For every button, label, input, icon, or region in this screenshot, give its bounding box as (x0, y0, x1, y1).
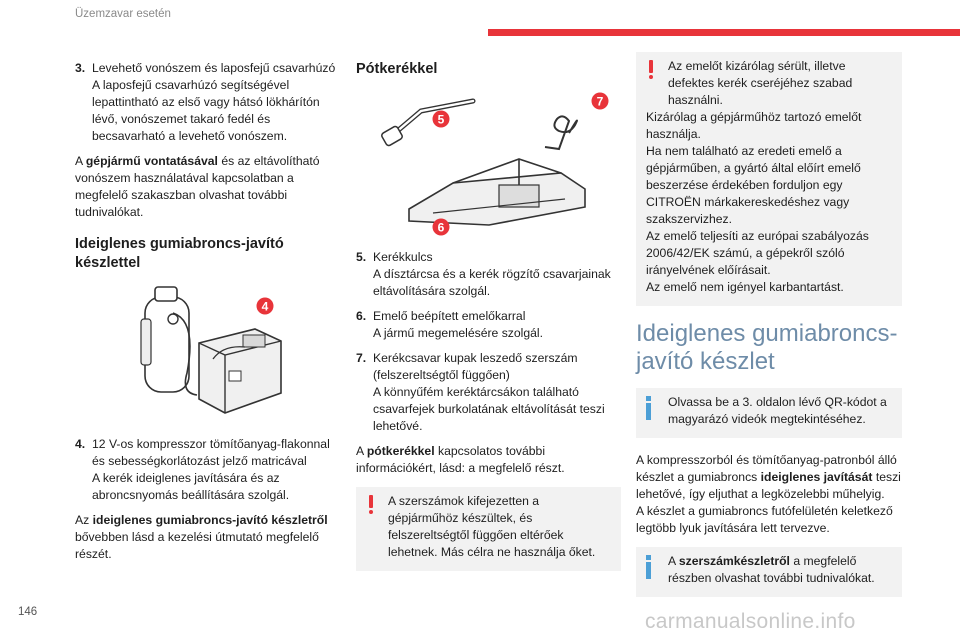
paragraph-kit-description: A kompresszorból és tömítőanyag-patronból álló készlet a gumiabroncs ideiglenes javítását teszi lehetővé, így eljuthat a legközelebbi műhelyig. A készlet a gumiabroncs futófelületén keletkező legtöbb lyuk javítására lett tervezve. (636, 453, 901, 535)
list-item-7: 7. Kerékcsavar kupak leszedő szerszám (felszereltségtől függően) A könnyűfém keréktárcsákon található csavarfejek burkolatának eltávolítását teszi lehetővé. (356, 351, 605, 433)
callout-5: 5 (437, 112, 444, 127)
section-header: Üzemzavar esetén (75, 8, 171, 20)
warning-icon (646, 60, 656, 80)
paragraph-repair-kit-ref: Az ideiglenes gumiabroncs-javító készletről bővebben lásd a kezelési útmutató megfelelő részét. (75, 513, 328, 561)
callout-6: 6 (437, 220, 444, 235)
section-heading-repair-kit: Ideiglenes gumiabroncs-javító készlet (636, 320, 898, 375)
list-item-desc: A laposfejű csavarhúzó segítségével lepattintható az első vagy hátsó lökhárítón lévő, vonószemet takaró fedél és becsavarható a levehető vonószem. (92, 78, 320, 143)
tools-illustration (369, 89, 609, 239)
info-icon (646, 555, 652, 579)
callout-4: 4 (261, 299, 268, 314)
column-middle (356, 60, 621, 585)
list-item-4: 4. 12 V-os kompresszor tömítőanyag-flakonnal és sebességkorlátozást jelző matricával A kerék ideiglenes javítására és az abroncsnyomás beállítására szolgál. (75, 437, 330, 502)
column-right (636, 52, 902, 611)
subheading-repair-kit: Ideiglenes gumiabroncs-javító készlettel (75, 236, 284, 271)
list-item-5: 5. Kerékkulcs A dísztárcsa és a kerék rögzítő csavarjainak eltávolítására szolgál. (356, 250, 611, 298)
warning-box-jack: Az emelőt kizárólag sérült, illetve defektes kerék cseréjéhez szabad használni. Kizárólag a gépjárműhöz tartozó emelőt használja. Ha nem található az eredeti emelő a gépjárműben, a gyártó által előírt emelő beszerzése érdekében forduljon egy CITROËN márkakereskedéshez vagy szakszervizhez. Az emelő teljesíti az európai szabályozás 2006/42/EK számú, a gépekről szóló irányelvének előírásait. Az emelő nem igényel karbantartást. (636, 52, 902, 306)
list-item-desc: A kerék ideiglenes javítására és az abroncsnyomás beállítására szolgál. (92, 471, 290, 502)
list-item-6: 6. Emelő beépített emelőkarral A jármű megemelésére szolgál. (356, 309, 544, 340)
subheading-spare-wheel: Pótkerékkel (356, 61, 438, 77)
info-box-qr: Olvassa be a 3. oldalon lévő QR-kódot a magyarázó videók megtekintéséhez. (636, 388, 902, 438)
list-item-3: 3. Levehető vonószem és laposfejű csavarhúzó A laposfejű csavarhúzó segítségével lepattintható az első vagy hátsó lökhárítón lévő, vonószemet takaró fedél és becsavarható a levehető vonószem. (75, 61, 336, 143)
watermark: carmanualsonline.info (645, 610, 856, 633)
info-box-toolkit: A szerszámkészletről a megfelelő részben olvashat további tudnivalókat. (636, 547, 902, 597)
list-item-title: Levehető vonószem és laposfejű csavarhúzó (92, 61, 336, 75)
warning-icon (366, 495, 376, 515)
page-number: 146 (18, 606, 38, 618)
callout-7: 7 (596, 94, 603, 109)
paragraph-towing: A gépjármű vontatásával és az eltávolítható vonószem használatával kapcsolatban a megfelelő szakaszban olvashat további tudnivalókat. (75, 154, 320, 219)
header-accent-bar (488, 29, 960, 36)
warning-box-tools: A szerszámok kifejezetten a gépjárműhöz készültek, és felszereltségtől függően eltérőek lehetnek. Más célra ne használja őket. (356, 487, 621, 571)
list-item-title: 12 V-os kompresszor tömítőanyag-flakonnal és sebességkorlátozást jelző matricával (92, 437, 330, 468)
column-left (75, 60, 340, 573)
info-icon (646, 396, 652, 420)
paragraph-spare-wheel-ref: A pótkerékkel kapcsolatos további információkért, lásd: a megfelelő részt. (356, 444, 565, 475)
compressor-kit-illustration (133, 283, 283, 418)
